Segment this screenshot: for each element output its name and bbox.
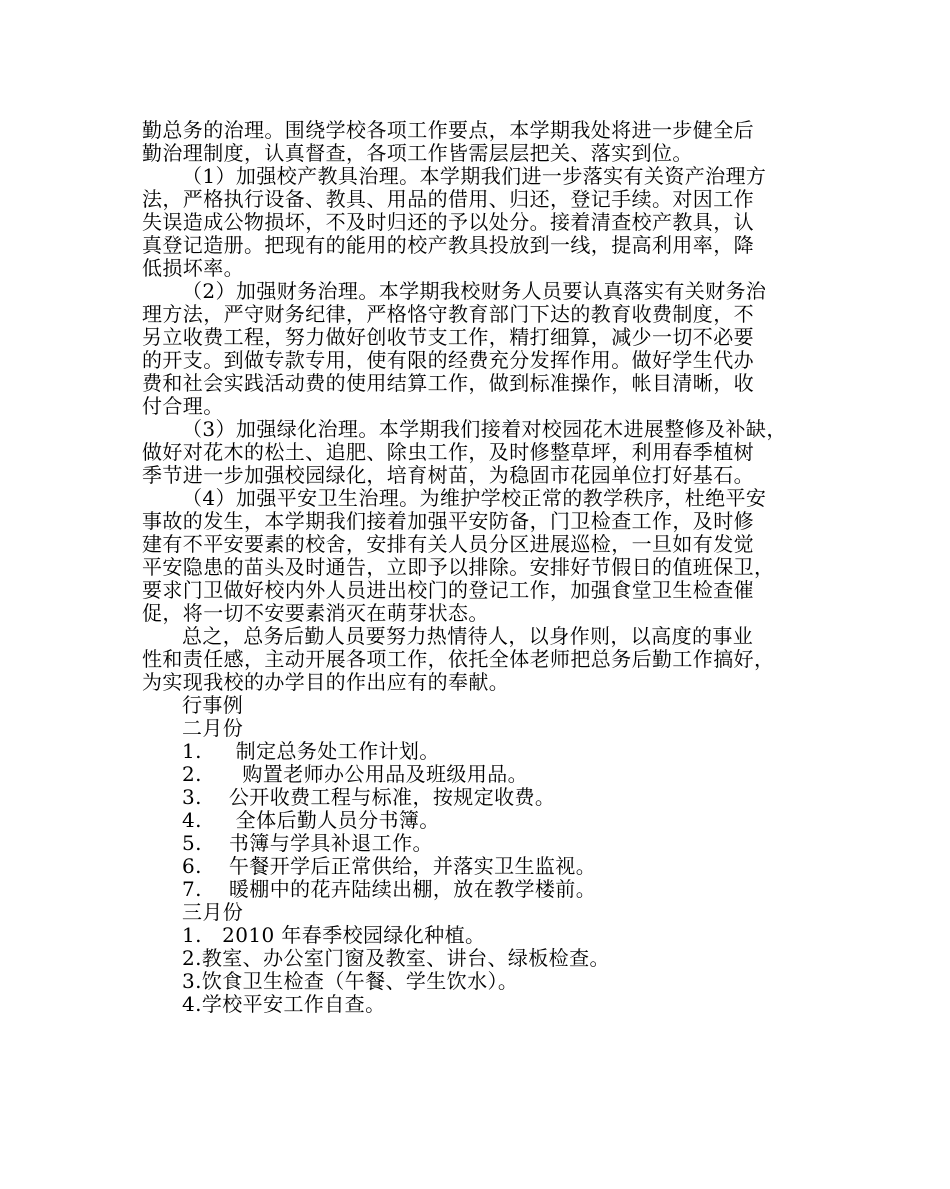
text-line: 7. 暖棚中的花卉陆续出棚，放在教学楼前。 bbox=[182, 877, 597, 901]
text-line: 建有不平安要素的校舍，安排有关人员分区进展巡检，一旦如有发觉 bbox=[142, 532, 754, 556]
text-line: （2）加强财务治理。本学期我校财务人员要认真落实有关财务治 bbox=[182, 279, 767, 303]
text-line: 的开支。到做专款专用，使有限的经费充分发挥作用。做好学生代办 bbox=[142, 348, 754, 372]
text-line: 低损坏率。 bbox=[142, 256, 244, 280]
document-body bbox=[142, 119, 822, 1016]
text-line: 2.教室、办公室门窗及教室、讲台、绿板检查。 bbox=[182, 946, 610, 970]
text-line: （3）加强绿化治理。本学期我们接着对校园花木进展整修及补缺， bbox=[182, 417, 787, 441]
text-line: （1）加强校产教具治理。本学期我们进一步落实有关资产治理方 bbox=[182, 164, 767, 188]
text-line: 行事例 bbox=[182, 693, 244, 717]
text-line: 促，将一切不安要素消灭在萌芽状态。 bbox=[142, 601, 489, 625]
text-line: 5. 书簿与学具补退工作。 bbox=[182, 831, 433, 855]
text-line: 另立收费工程，努力做好创收节支工作，精打细算，减少一切不必要 bbox=[142, 325, 754, 349]
text-line: 2. 购置老师办公用品及班级用品。 bbox=[182, 762, 529, 786]
text-line: 平安隐患的苗头及时通告，立即予以排除。安排好节假日的值班保卫， bbox=[142, 555, 775, 579]
text-line: 性和责任感，主动开展各项工作，依托全体老师把总务后勤工作搞好， bbox=[142, 647, 775, 671]
text-line: 事故的发生，本学期我们接着加强平安防备，门卫检查工作，及时修 bbox=[142, 509, 754, 533]
text-line: 勤总务的治理。围绕学校各项工作要点，本学期我处将进一步健全后 bbox=[142, 118, 754, 142]
text-line: 真登记造册。把现有的能用的校产教具投放到一线，提高利用率，降 bbox=[142, 233, 754, 257]
text-line: 三月份 bbox=[182, 900, 244, 924]
text-line: 季节进一步加强校园绿化，培育树苗，为稳固市花园单位打好基石。 bbox=[142, 463, 754, 487]
text-line: 费和社会实践活动费的使用结算工作，做到标准操作，帐目清晰，收 bbox=[142, 371, 754, 395]
text-line: 法，严格执行设备、教具、用品的借用、归还，登记手续。对因工作 bbox=[142, 187, 754, 211]
text-line: 要求门卫做好校内外人员进出校门的登记工作，加强食堂卫生检查催 bbox=[142, 578, 754, 602]
text-line: 1. 2010 年春季校园绿化种植。 bbox=[182, 923, 486, 947]
text-line: 6. 午餐开学后正常供给，并落实卫生监视。 bbox=[182, 854, 597, 878]
text-line: 理方法，严守财务纪律，严格恪守教育部门下达的教育收费制度，不 bbox=[142, 302, 754, 326]
text-line: 4. 全体后勤人员分书簿。 bbox=[182, 808, 440, 832]
text-line: 二月份 bbox=[182, 716, 244, 740]
text-line: 4.学校平安工作自查。 bbox=[182, 992, 386, 1016]
text-line: 做好对花木的松土、追肥、除虫工作，及时修整草坪，利用春季植树 bbox=[142, 440, 754, 464]
text-line: 3. 公开收费工程与标准，按规定收费。 bbox=[182, 785, 556, 809]
text-line: 付合理。 bbox=[142, 394, 224, 418]
text-line: （4）加强平安卫生治理。为维护学校正常的教学秩序，杜绝平安 bbox=[182, 486, 767, 510]
text-line: 总之，总务后勤人员要努力热情待人，以身作则，以高度的事业 bbox=[182, 624, 754, 648]
text-line: 失误造成公物损坏，不及时归还的予以处分。接着清查校产教具，认 bbox=[142, 210, 754, 234]
text-line: 为实现我校的办学目的作出应有的奉献。 bbox=[142, 670, 510, 694]
text-line: 1. 制定总务处工作计划。 bbox=[182, 739, 440, 763]
text-line: 勤治理制度，认真督查，各项工作皆需层层把关、落实到位。 bbox=[142, 141, 693, 165]
text-line: 3.饮食卫生检查（午餐、学生饮水）。 bbox=[182, 969, 519, 993]
